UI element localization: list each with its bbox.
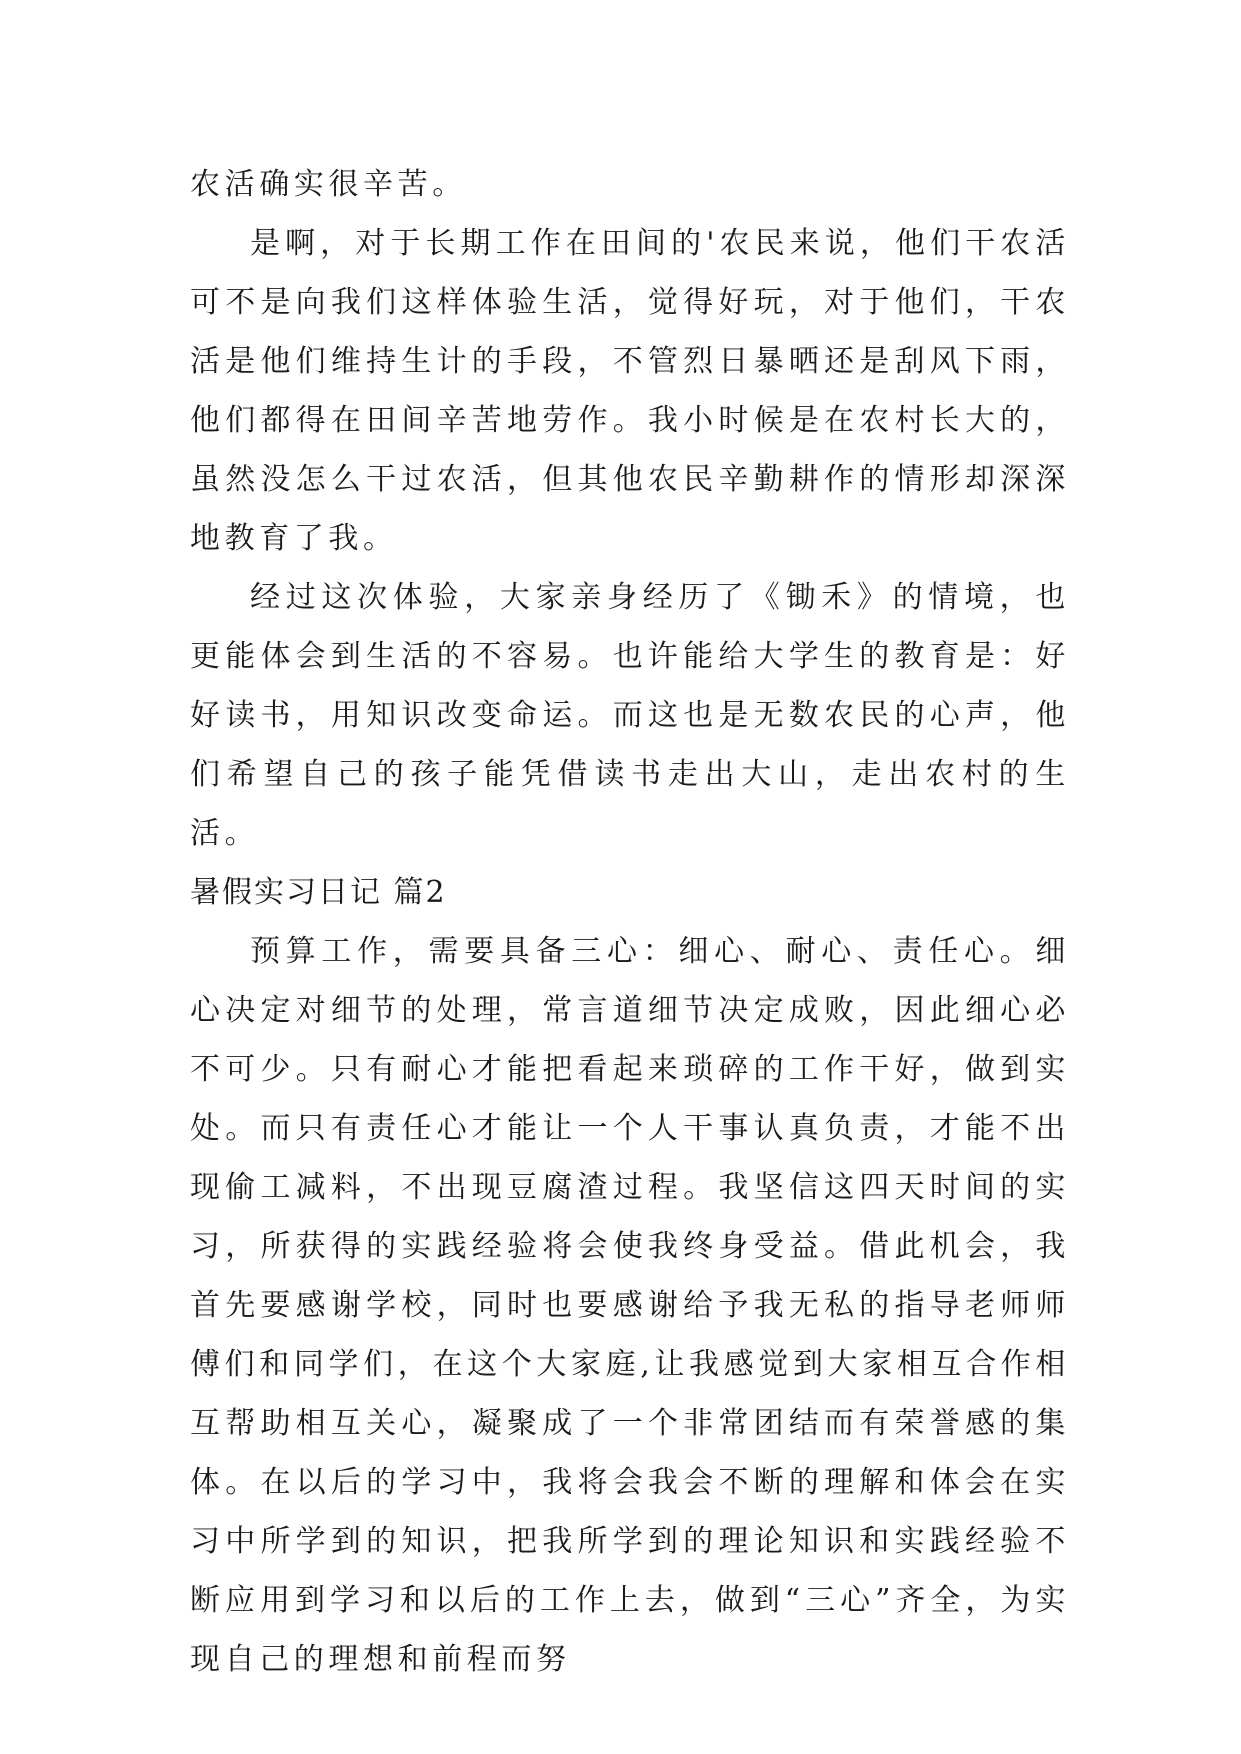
paragraph-farmers: 是啊，对于长期工作在田间的'农民来说，他们干农活可不是向我们这样体验生活，觉得好玩，对于他们，干农活是他们维持生计的手段，不管烈日暴晒还是刮风下雨，他们都得在田间辛苦地劳作。我小时候是在农村长大的，虽然没怎么干过农活，但其他农民辛勤耕作的情形却深深地教育了我。 bbox=[190, 226, 1070, 556]
paragraph-experience: 经过这次体验，大家亲身经历了《锄禾》的情境，也更能体会到生活的不容易。也许能给大学生的教育是：好好读书，用知识改变命运。而这也是无数农民的心声，他们希望自己的孩子能凭借读书走出大山，走出农村的生活。 bbox=[190, 580, 1070, 851]
document-body bbox=[190, 155, 1070, 1689]
paragraph-budget-work: 预算工作，需要具备三心：细心、耐心、责任心。细心决定对细节的处理，常言道细节决定成败，因此细心必不可少。只有耐心才能把看起来琐碎的工作干好，做到实处。而只有责任心才能让一个人干事认真负责，才能不出现偷工减料，不出现豆腐渣过程。我坚信这四天时间的实习，所获得的实践经验将会使我终身受益。借此机会，我首先要感谢学校，同时也要感谢给予我无私的指导老师师傅们和同学们，在这个大家庭,让我感觉到大家相互合作相互帮助相互关心，凝聚成了一个非常团结而有荣誉感的集体。在以后的学习中，我将会我会不断的理解和体会在实习中所学到的知识，把我所学到的理论知识和实践经验不断应用到学习和以后的工作上去，做到“三心”齐全，为实现自己的理想和前程而努 bbox=[190, 934, 1070, 1677]
paragraph-continuation: 农活确实很辛苦。 bbox=[190, 167, 467, 202]
section-heading: 暑假实习日记 篇2 bbox=[190, 875, 447, 910]
